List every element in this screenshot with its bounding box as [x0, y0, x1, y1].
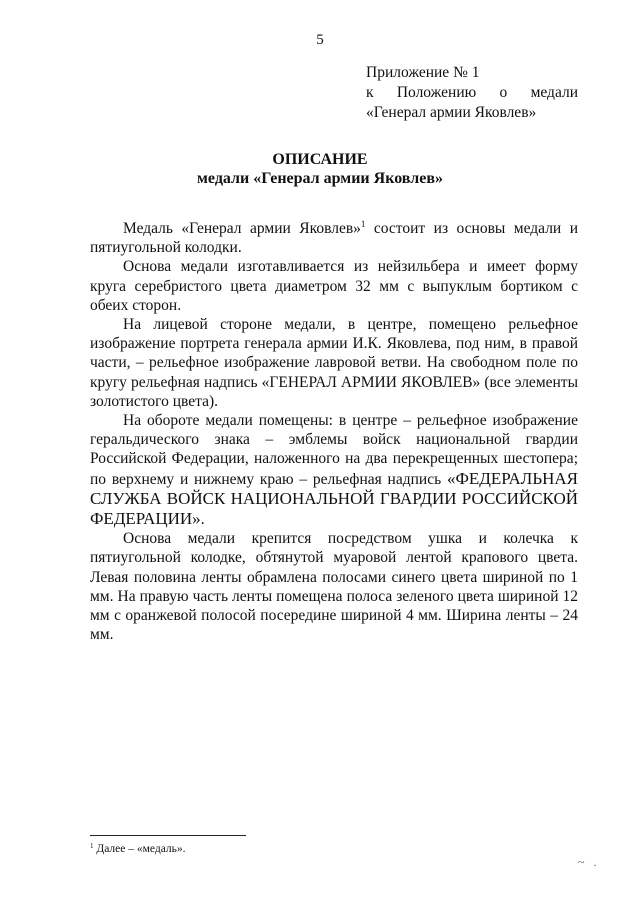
paragraph-1-text-end: состоит из основы медали и пятиугольной колодки.	[90, 220, 578, 257]
description-body	[90, 219, 578, 644]
footnote-marker: 1	[90, 842, 94, 850]
appendix-line-1: Приложение № 1	[366, 64, 480, 81]
paragraph-4-text-end: .	[200, 511, 205, 529]
paragraph-4	[90, 411, 578, 529]
paragraph-1	[90, 219, 578, 257]
paragraph-4-text: На обороте медали помещены: в центре – рельефное изображение геральдического знака – эмблемы войск национальной гвардии Российской Федерации, наложенного на два перекрещенных шестопера; по верхнему и нижнему краю – рельефная надпись	[90, 412, 578, 488]
appendix-word: медали	[530, 84, 578, 101]
scan-mark: ~ .	[578, 855, 600, 869]
appendix-word: к	[366, 84, 374, 101]
paragraph-5: Основа медали крепится посредством ушка и колечка к пятиугольной колодке, обтянутой муаровой лентой крапового цвета. Левая половина ленты обрамлена полосами синего цвета шириной по 1 мм. На правую часть ленты помещена полоса зеленого цвета шириной 12 мм с оранжевой полосой посередине шириной 4 мм. Ширина ленты – 24 мм.	[90, 530, 578, 644]
page-number: 5	[316, 32, 324, 48]
appendix-word: Положению	[396, 84, 477, 101]
paragraph-3: На лицевой стороне медали, в центре, помещено рельефное изображение портрета генерала армии И.К. Яковлева, под ним, в правой части, – рельефное изображение лавровой ветви. На свободном поле по кругу рельефная надпись «ГЕНЕРАЛ АРМИИ ЯКОВЛЕВ» (все элементы золотистого цвета).	[90, 316, 578, 410]
paragraph-1-text: Медаль «Генерал армии Яковлев»	[123, 220, 361, 237]
appendix-line-3: «Генерал армии Яковлев»	[366, 104, 537, 121]
footnote	[90, 842, 186, 856]
appendix-block	[366, 63, 578, 123]
title-heading: ОПИСАНИЕ	[272, 151, 368, 168]
footnote-divider	[90, 835, 246, 836]
appendix-line-2	[366, 83, 578, 103]
appendix-word: о	[499, 84, 508, 101]
document-title	[0, 150, 640, 188]
footnote-reference: 1	[360, 219, 366, 229]
title-subheading: медали «Генерал армии Яковлев»	[197, 170, 443, 187]
paragraph-4-caps-inscription: «ФЕДЕРАЛЬНАЯ СЛУЖБА ВОЙСК НАЦИОНАЛЬНОЙ ГВАРДИИ РОССИЙСКОЙ ФЕДЕРАЦИИ»	[90, 468, 578, 529]
paragraph-2: Основа медали изготавливается из нейзильбера и имеет форму круга серебристого цвета диаметром 32 мм с выпуклым бортиком с обеих сторон.	[90, 258, 578, 314]
footnote-text: Далее – «медаль».	[93, 843, 186, 855]
